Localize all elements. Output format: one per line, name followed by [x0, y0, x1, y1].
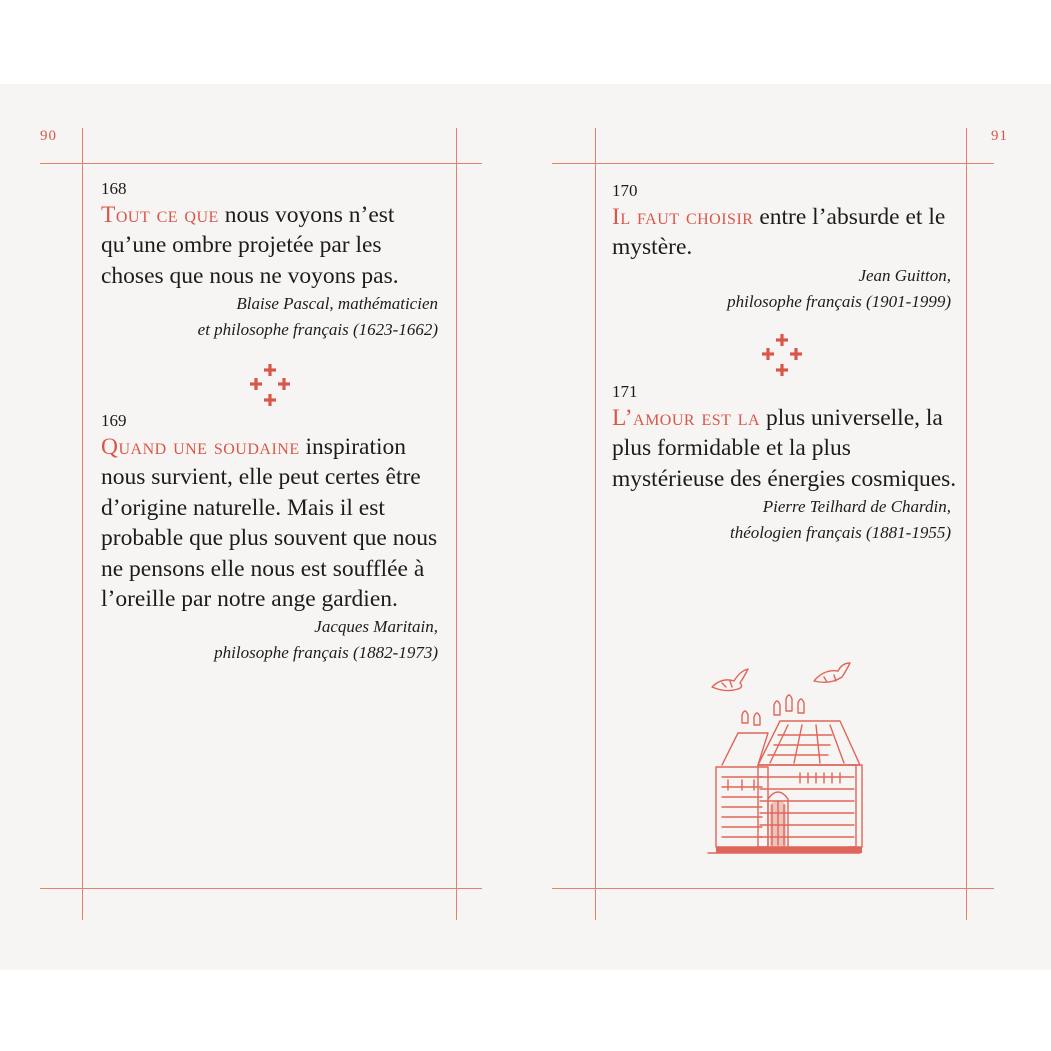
quote-lead: Quand une soudaine [101, 434, 300, 460]
left-outer-rule [82, 128, 83, 920]
quote-text [101, 432, 446, 614]
quote-attribution-line-1: Jean Guitton, [858, 265, 951, 285]
quote-body: nous voyons n’est qu’une ombre projetée par les choses que nous ne voyons pas. [101, 202, 399, 289]
right-outer-rule [966, 128, 967, 920]
quote-text [612, 202, 952, 263]
quote-attribution-line-1: Jacques Maritain, [314, 617, 438, 637]
quote-169 [101, 410, 446, 666]
quote-171 [612, 381, 957, 546]
right-bottom-rule [552, 888, 994, 889]
red-cross-ornament [758, 332, 806, 380]
quote-number: 171 [612, 382, 638, 401]
quote-body: entre l’absurde et le mystère. [612, 204, 946, 261]
quote-170 [612, 180, 957, 315]
quote-attribution-line-1: Blaise Pascal, mathématicien [236, 294, 438, 314]
right-page-number: 91 [991, 128, 1008, 144]
quote-lead: Il faut choisir [612, 204, 754, 230]
left-bottom-rule [40, 888, 482, 889]
quote-attribution-line-1: Pierre Teilhard de Chardin, [762, 497, 951, 517]
quote-body: inspiration nous survient, elle peut certes être d’origine naturelle. Mais il est probable que plus souvent que nous ne pensons elle nous est soufflée à l’oreille par notre ange gardien. [101, 434, 438, 613]
red-cross-ornament [246, 362, 294, 410]
right-top-rule [552, 163, 994, 164]
quote-text [612, 403, 957, 494]
left-page-number: 90 [40, 128, 57, 144]
quote-number: 168 [101, 179, 127, 198]
quote-number: 169 [101, 411, 127, 430]
quote-lead: Tout ce que [101, 202, 219, 228]
quote-body: plus universelle, la plus formidable et la plus mystérieuse des énergies cosmiques. [612, 405, 957, 492]
quote-number: 170 [612, 181, 638, 200]
quote-lead: L’amour est la [612, 405, 761, 431]
quote-attribution-line-2: théologien français (1881-1955) [730, 523, 951, 543]
quote-attribution-line-2: et philosophe français (1623-1662) [197, 320, 438, 340]
quote-168 [101, 178, 446, 343]
right-inner-rule [595, 128, 596, 920]
left-top-rule [40, 163, 482, 164]
quote-attribution-line-2: philosophe français (1901-1999) [727, 291, 951, 311]
quote-attribution-line-2: philosophe français (1882-1973) [214, 643, 438, 663]
quote-text [101, 200, 446, 291]
left-inner-rule [456, 128, 457, 920]
castle-woodcut-illustration [698, 655, 863, 860]
